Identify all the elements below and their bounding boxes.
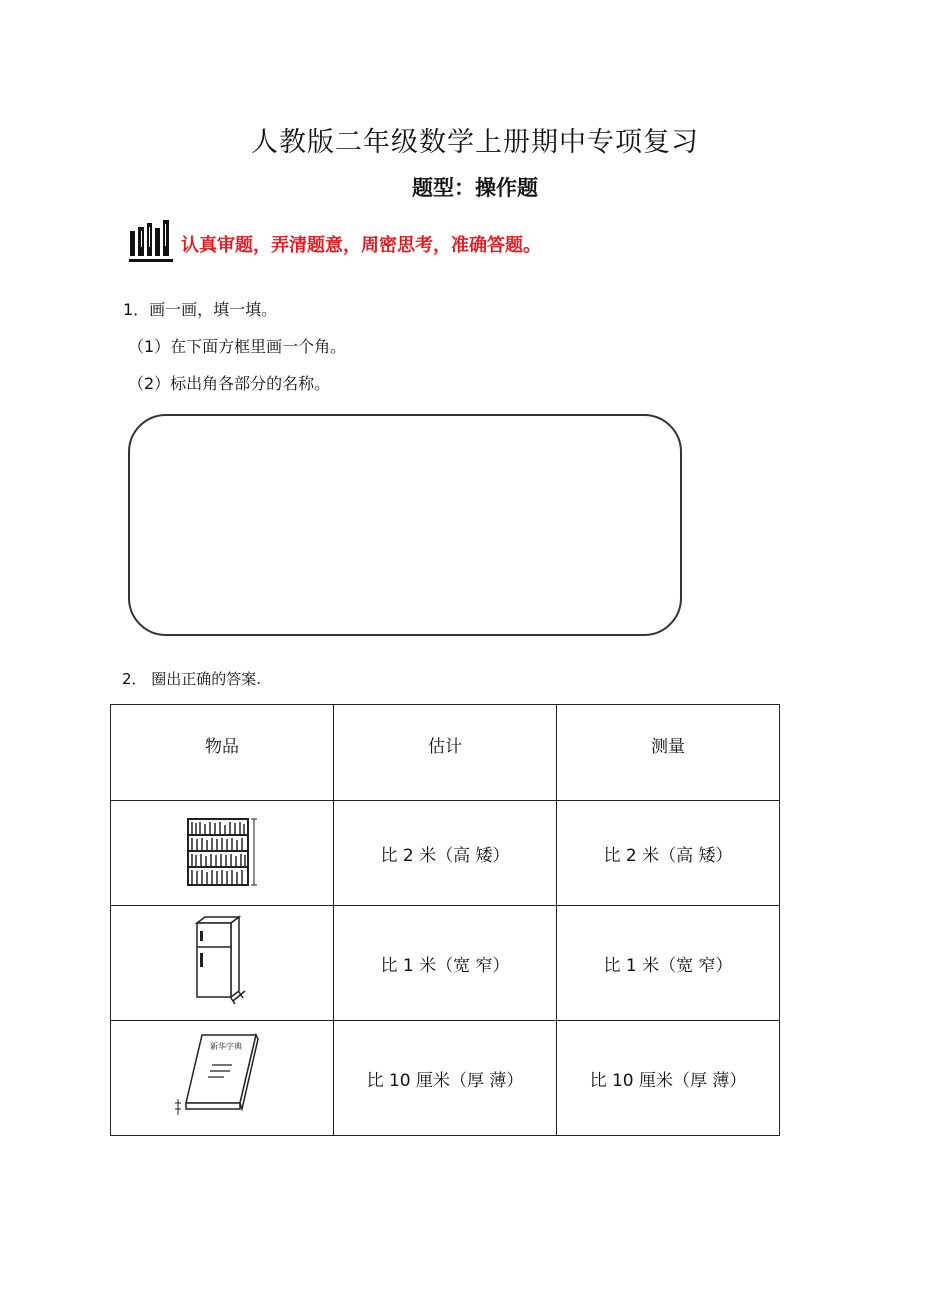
header-measure: 测量: [651, 737, 685, 757]
book-title-label: 新华字典: [210, 1041, 242, 1051]
measure-cell: 比 10 厘米（厚 薄）: [589, 1070, 747, 1091]
bookshelf-icon: [128, 218, 174, 264]
table-row: [111, 801, 780, 906]
reminder-text: 认真审题，弄清题意，周密思考，准确答题。: [181, 235, 541, 256]
estimate-cell: 比 10 厘米（厚 薄）: [366, 1070, 524, 1091]
bookshelf-icon: [182, 813, 262, 889]
question-1-title: 1．画一画，填一填。: [123, 300, 278, 319]
question-1-part-2: （2）标出角各部分的名称。: [128, 374, 331, 393]
page-title: 人教版二年级数学上册期中专项复习: [251, 127, 699, 158]
measure-cell: 比 2 米（高 矮）: [603, 845, 733, 866]
table-row: [111, 906, 780, 1021]
measure-cell: 比 1 米（宽 窄）: [603, 955, 733, 976]
estimate-cell: 比 2 米（高 矮）: [380, 845, 510, 866]
answer-table: [110, 704, 780, 1136]
header-item: 物品: [205, 737, 239, 757]
refrigerator-icon: [187, 913, 257, 1009]
dictionary-icon: [172, 1029, 272, 1123]
estimate-cell: 比 1 米（宽 窄）: [380, 955, 510, 976]
question-2-title: 2． 圈出正确的答案.: [122, 670, 262, 688]
drawing-box[interactable]: [128, 414, 682, 636]
header-estimate: 估计: [428, 737, 462, 757]
question-1-part-1: （1）在下面方框里画一个角。: [128, 337, 347, 356]
table-header-row: [111, 705, 780, 801]
table-row: [111, 1021, 780, 1136]
page-subtitle: 题型：操作题: [412, 176, 538, 200]
